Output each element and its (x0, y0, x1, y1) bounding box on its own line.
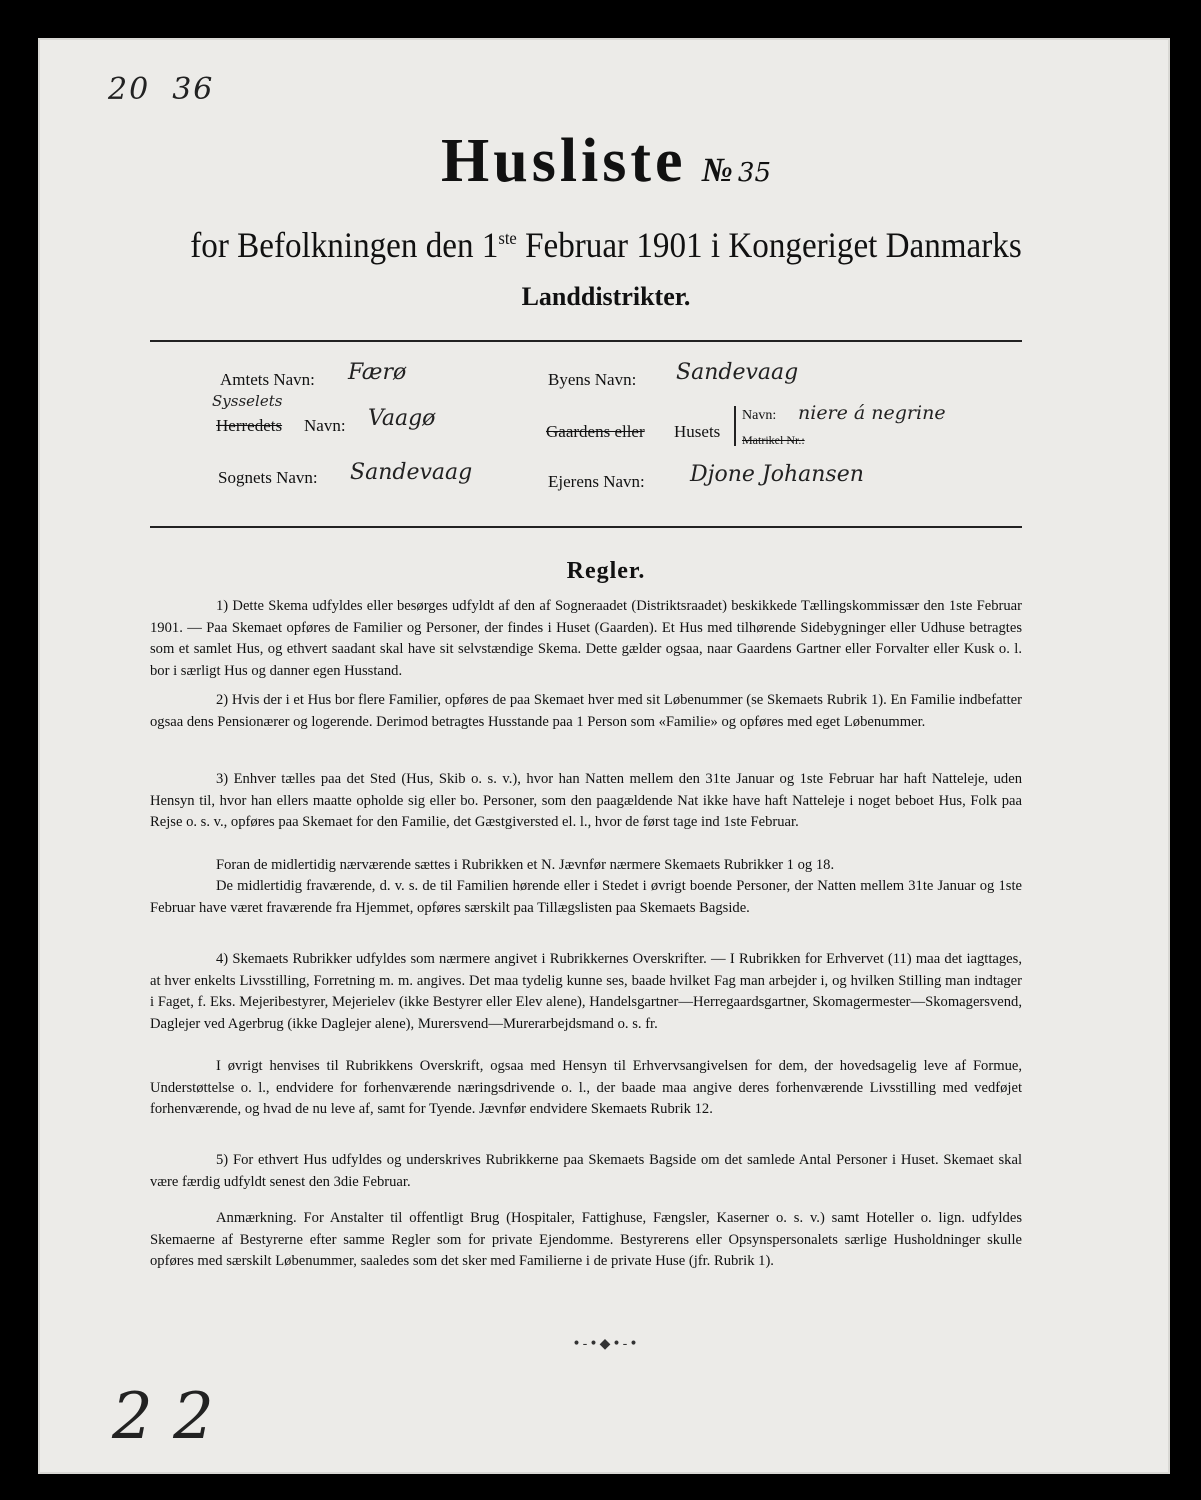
herredets-label: Herredets (216, 416, 283, 435)
rule-4-note: I øvrigt henvises til Rubrikkens Overskrift, ogsaa med Hensyn til Erhvervsangivelsen for dem, der hovedsagelig leve af Formue, Understøttelse o. l., endvidere for forhenværende næringsdrivende o. l., der baade maa angive deres forhenværende Livsstilling med vedføjet forhenværende, og hvad de nu leve af, samt for Tyende. Jævnfør endvidere Skemaets Rubrik 12. (150, 1058, 1022, 1117)
sognets-label: Sognets Navn: (218, 468, 318, 487)
navn-value: niere á negrine (798, 402, 946, 424)
bottom-handwritten-number: 2 2 (112, 1380, 214, 1454)
amtets-value: Færø (348, 360, 407, 385)
subtitle-part-2: Februar 1901 i Kongeriget Danmarks (516, 225, 1022, 265)
subtitle-part-1: for Befolkningen den 1 (190, 225, 499, 265)
field-bracket (734, 406, 736, 446)
sheet-numbers (108, 72, 236, 107)
rule-5: 5) For ethvert Hus udfyldes og underskrives Rubrikkerne paa Skemaets Bagside om det samlede Antal Personer i Huset. Skemaet skal være færdig udfyldt senest den 3die Februar. (150, 1152, 1022, 1190)
ejerens-value: Djone Johansen (690, 462, 864, 487)
form-subtitle-2: Landdistrikter. (521, 282, 691, 311)
ejerens-label: Ejerens Navn: (548, 472, 645, 491)
rule-1: 1) Dette Skema udfyldes eller besørges udfyldt af den af Sogneraadet (Distriktsraadet) beskikkede Tællingskommissær den 1ste Februar 1901. — Paa Skemaet opføres de Familier og Personer, der findes i Huset (Gaarden). Et Hus med tilhørende Sidebygninger eller Udhuse betragtes som et samlet Hus, og ethvert saadant skal have sit selvstændige Skema. Dette gælder ogsaa, naar Gaardens Gartner eller Forvalter eller Kusk o. l. bor i særligt Hus og danner egen Husstand. (150, 598, 1022, 679)
anmaerkning: Anmærkning. For Anstalter til offentligt Brug (Hospitaler, Fattighuse, Fængsler, Kaserner o. s. v.) samt Hoteller o. lign. udfyldes Skemaerne af Bestyrerne efter samme Regler som for private Ejendomme. Bestyrerens eller Opsynspersonalets særlige Husholdninger skulle opføres med særskilt Løbenummer, saaledes som det sker med Familierne i de private Huse (jfr. Rubrik 1). (150, 1210, 1022, 1269)
rule-3-note-1: Foran de midlertidig nærværende sættes i Rubrikken et N. Jævnfør nærmere Skemaets Rubrikker 1 og 18. (216, 857, 835, 873)
regler-title: Regler. (566, 558, 646, 584)
gaardens-label: Gaardens eller (546, 422, 645, 441)
subtitle-sup: ste (498, 228, 517, 248)
rule-3-note-2: De midlertidig fraværende, d. v. s. de til Familien hørende eller i Stedet i øvrigt boende Personer, der Natten mellem 31te Januar og 1ste Februar have været fraværende fra Hjemmet, opføres særskilt paa Tillægslisten paa Skemaets Bagside. (150, 878, 1022, 916)
ornament-divider: •-•◆•-• (572, 1336, 640, 1352)
rule-3: 3) Enhver tælles paa det Sted (Hus, Skib o. s. v.), hvor han Natten mellem den 31te Januar og 1ste Februar har haft Natteleje, uden Hensyn til, hvor han ellers maatte opholde sig eller bo. Personer, som den paagældende Nat ikke have haft Natteleje i noget beboet Hus, Folk paa Rejse o. s. v., opføres paa Skemaet for den Familie, det Gæstgiversted el. l., hvor de først tage ind 1ste Februar. (150, 771, 1022, 830)
form-subtitle (85, 224, 1126, 266)
number-value: 35 (737, 158, 771, 188)
number-label: № (701, 152, 733, 189)
herredets-navn-label: Navn: (304, 416, 346, 435)
form-title-text: Husliste (441, 127, 687, 195)
census-form-page (38, 38, 1170, 1474)
top-rule (150, 340, 1022, 342)
form-title (40, 126, 1172, 197)
herredets-value: Vaagø (368, 406, 436, 431)
navn-label: Navn: (742, 408, 777, 423)
byens-value: Sandevaag (676, 360, 799, 385)
rule-2: 2) Hvis der i et Hus bor flere Familier, opføres de paa Skemaet hver med sit Løbenummer (se Skemaets Rubrik 1). En Familie indbefatter ogsaa dens Pensionærer og logerende. Derimod betragtes Husstande paa 1 Person som «Familie» og opføres med eget Løbenummer. (150, 692, 1022, 730)
husets-label: Husets (674, 422, 721, 441)
matrikel-label: Matrikel Nr.: (742, 433, 805, 447)
sheet-number-2: 36 (172, 72, 215, 107)
amtets-label: Amtets Navn: (220, 370, 315, 389)
sheet-number-1: 20 (108, 72, 151, 107)
sysselets-handwritten: Sysselets (212, 392, 283, 410)
rule-4: 4) Skemaets Rubrikker udfyldes som nærmere angivet i Rubrikkernes Overskrifter. — I Rubrikken for Erhvervet (11) maa det iagttages, at hver enkelts Livsstilling, Forretning m. m. angives. Det maa tydelig kunne ses, baade hvilket Fag man arbejder i, og hvilken Stilling man indtager i Faget, f. Eks. Mejeribestyrer, Mejerielev (ikke Bestyrer eller Elev alene), Handelsgartner—Herregaardsgartner, Skomagermester—Skomagersvend, Daglejer ved Agerbrug (ikke Daglejer alene), Murersvend—Murerarbejdsmand o. s. fr. (150, 951, 1022, 1032)
sognets-value: Sandevaag (350, 460, 473, 485)
byens-label: Byens Navn: (548, 370, 637, 389)
middle-rule (150, 526, 1022, 528)
